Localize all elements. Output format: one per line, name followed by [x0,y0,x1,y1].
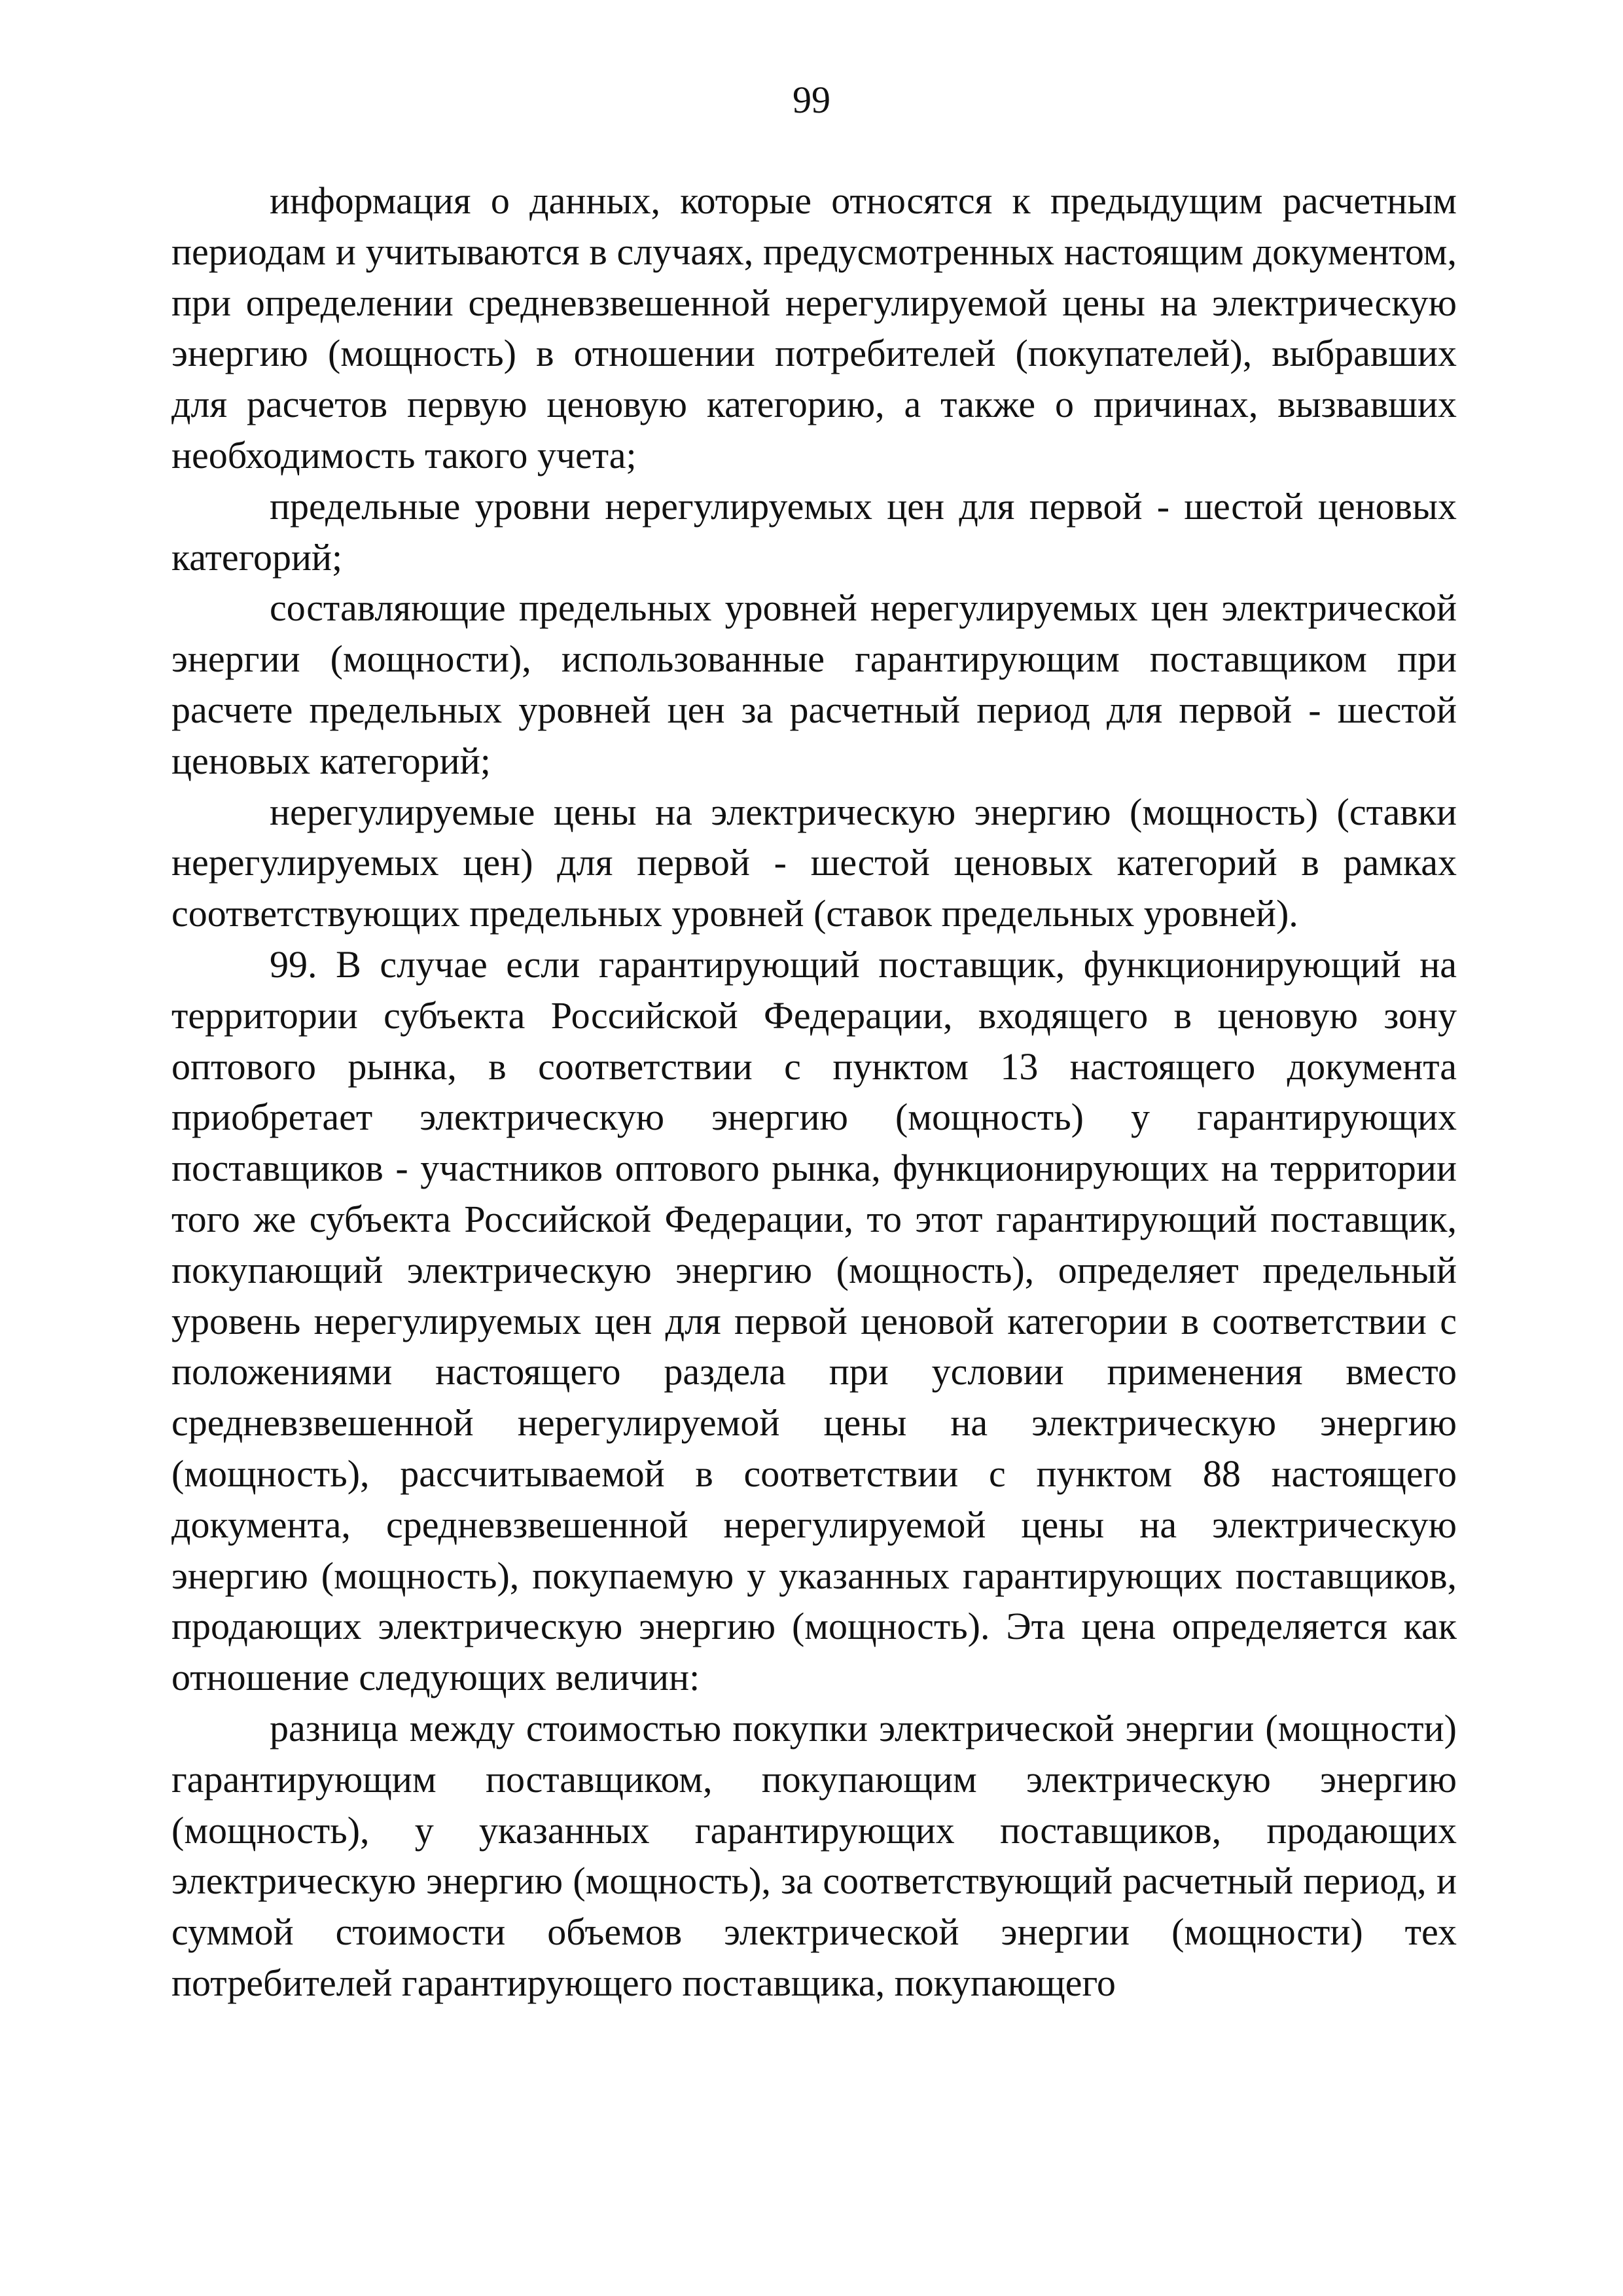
document-body [171,175,1457,2009]
paragraph-price-limits: предельные уровни нерегулируемых цен для первой - шестой ценовых категорий; [171,484,1457,579]
page-number: 99 [793,79,830,121]
paragraph-clause-99: 99. В случае если гарантирующий поставщик, функционирующий на территории субъекта Российской Федерации, входящего в ценовую зону оптового рынка, в соответствии с пунктом 13 настоящего документа приобретает электрическую энергию (мощность) у гарантирующих поставщиков - участников оптового рынка, функционирующих на территории того же субъекта Российской Федерации, то этот гарантирующий поставщик, покупающий электрическую энергию (мощность), определяет предельный уровень нерегулируемых цен для первой ценовой категории в соответствии с положениями настоящего раздела при условии применения вместо средневзвешенной нерегулируемой цены на электрическую энергию (мощность), рассчитываемой в соответствии с пунктом 88 настоящего документа, средневзвешенной нерегулируемой цены на электрическую энергию (мощность), покупаемую у указанных гарантирующих поставщиков, продающих электрическую энергию (мощность). Эта цена определяется как отношение следующих величин: [171,942,1457,1699]
paragraph-previous-periods-info: информация о данных, которые относятся к предыдущим расчетным периодам и учитываются в случаях, предусмотренных настоящим документом, при определении средневзвешенной нерегулируемой цены на электрическую энергию (мощность) в отношении потребителей (покупателей), выбравших для расчетов первую ценовую категорию, а также о причинах, вызвавших необходимость такого учета; [171,179,1457,476]
paragraph-unregulated-prices: нерегулируемые цены на электрическую энергию (мощность) (ставки нерегулируемых цен) для первой - шестой ценовых категорий в рамках соответствующих предельных уровней (ставок предельных уровней). [171,790,1457,935]
paragraph-price-components: составляющие предельных уровней нерегулируемых цен электрической энергии (мощности), использованные гарантирующим поставщиком при расчете предельных уровней цен за расчетный период для первой - шестой ценовых категорий; [171,586,1457,782]
paragraph-difference-definition: разница между стоимостью покупки электрической энергии (мощности) гарантирующим поставщиком, покупающим электрическую энергию (мощность), у указанных гарантирующих поставщиков, продающих электрическую энергию (мощность), за соответствующий расчетный период, и суммой стоимости объемов электрической энергии (мощности) тех потребителей гарантирующего поставщика, покупающего [171,1706,1457,2004]
